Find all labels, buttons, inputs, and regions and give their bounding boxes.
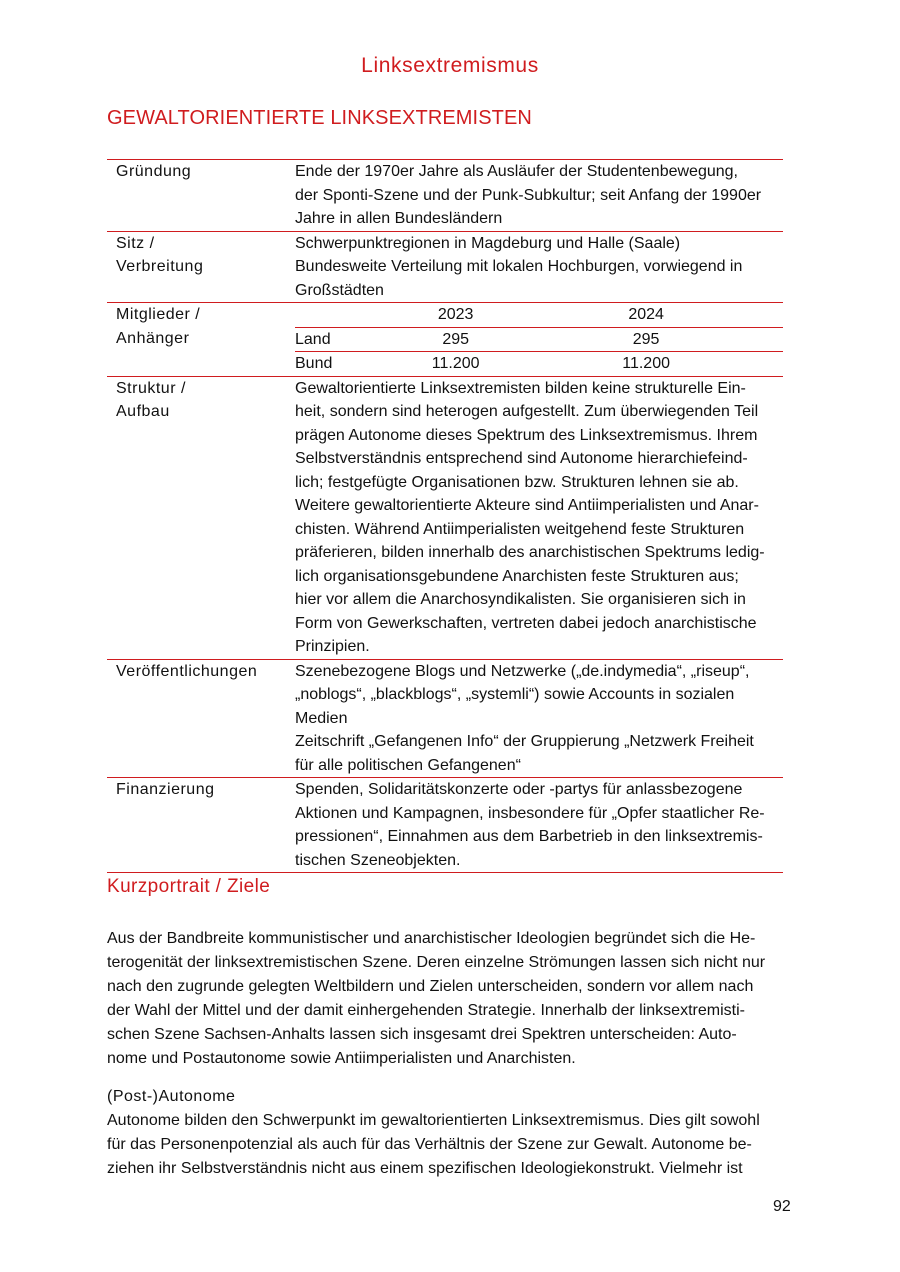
table-row-veroeffentlichungen <box>107 659 783 778</box>
row-value-sitz <box>295 231 783 303</box>
text-line: Schwerpunktregionen in Magdeburg und Halle (Saale) <box>295 234 681 252</box>
intro-paragraph <box>107 927 797 1071</box>
text-line: Weitere gewaltorientierte Akteure sind Antiimperialisten und Anar- <box>295 497 759 514</box>
running-title: Linksextremismus <box>361 54 539 77</box>
text-line: Selbstverständnis entsprechend sind Autonome hierarchiefeind- <box>295 450 748 467</box>
paragraph-line: nome und Postautonome sowie Antiimperialisten und Anarchisten. <box>107 1050 576 1067</box>
text-line: präferieren, bilden innerhalb des anarchistischen Spektrums ledig- <box>295 544 765 561</box>
label-line: Mitglieder / <box>116 306 201 323</box>
label-line: Verbreitung <box>116 258 204 275</box>
text-line: „noblogs“, „blackblogs“, „systemli“) sowie Accounts in sozialen <box>295 686 735 703</box>
label-line: Sitz / <box>116 234 155 252</box>
members-cell: 295 <box>632 330 660 348</box>
row-value-gruendung <box>295 160 783 232</box>
row-value-mitglieder <box>295 303 783 377</box>
paragraph-line: Autonome bilden den Schwerpunkt im gewaltorientierten Linksextremismus. Dies gilt sowohl <box>107 1112 760 1129</box>
text-line: pressionen“, Einnahmen aus dem Barbetrieb in den linksextremis- <box>295 828 763 845</box>
row-value-finanzierung <box>295 778 783 873</box>
paragraph-line: terogenität der linksextremistischen Szene. Deren einzelne Strömungen lassen sich nicht nur <box>107 954 766 971</box>
paragraph-line: für das Personenpotenzial als auch für das Verhältnis der Szene zur Gewalt. Autonome be- <box>107 1136 752 1153</box>
autonome-block <box>107 1085 797 1181</box>
text-line: hier vor allem die Anarchosyndikalisten. Sie organisieren sich in <box>295 591 746 608</box>
paragraph-line: schen Szene Sachsen-Anhalts lassen sich insgesamt drei Spektren unterscheiden: Auto- <box>107 1026 737 1043</box>
row-value-veroeffentlichungen <box>295 659 783 778</box>
table-row-sitz <box>107 231 783 303</box>
text-line: Gewaltorientierte Linksextremisten bilden keine strukturelle Ein- <box>295 379 746 397</box>
text-line: tischen Szeneobjekten. <box>295 851 461 869</box>
table-row-struktur <box>107 376 783 659</box>
members-header-cell: 2023 <box>437 306 474 323</box>
row-value-struktur <box>295 376 783 659</box>
members-header-row <box>295 303 783 327</box>
page-number: 92 <box>773 1198 791 1215</box>
text-line: heit, sondern sind heterogen aufgestellt. Zum überwiegenden Teil <box>295 403 759 420</box>
text-line: für alle politischen Gefangenen“ <box>295 756 521 774</box>
members-row-land <box>295 327 783 352</box>
table-row-gruendung <box>107 160 783 232</box>
members-table <box>295 303 783 376</box>
label-line: Aufbau <box>116 403 170 420</box>
row-label-sitz <box>107 231 295 303</box>
members-header-cell <box>295 303 402 327</box>
row-label-gruendung: Gründung <box>116 163 192 180</box>
section-title: GEWALTORIENTIERTE LINKSEXTREMISTEN <box>107 107 532 129</box>
row-label-finanzierung: Finanzierung <box>116 781 215 798</box>
text-line: der Sponti-Szene und der Punk-Subkultur; seit Anfang der 1990er <box>295 186 762 204</box>
paragraph-line: der Wahl der Mittel und der damit einhergehenden Strategie. Innerhalb der linksextremisti- <box>107 1002 745 1019</box>
table-row-finanzierung <box>107 778 783 873</box>
text-line: Szenebezogene Blogs und Netzwerke („de.indymedia“, „riseup“, <box>295 662 750 680</box>
label-line: Struktur / <box>116 379 186 397</box>
row-label-mitglieder <box>107 303 295 377</box>
members-cell: 11.200 <box>622 355 670 372</box>
text-line: Bundesweite Verteilung mit lokalen Hochburgen, vorwiegend in <box>295 258 743 275</box>
text-line: Großstädten <box>295 281 384 299</box>
members-row-bund <box>295 352 783 376</box>
text-line: Spenden, Solidaritätskonzerte oder -partys für anlassbezogene <box>295 781 743 798</box>
row-label-veroeffentlichungen: Veröffentlichungen <box>116 662 258 680</box>
table-row-mitglieder <box>107 303 783 377</box>
members-cell: Bund <box>295 355 333 372</box>
text-line: Medien <box>295 709 348 727</box>
members-cell: 295 <box>442 330 470 348</box>
paragraph-line: Aus der Bandbreite kommunistischer und anarchistischer Ideologien begründet sich die He- <box>107 930 756 947</box>
paragraph-line: nach den zugrunde gelegten Weltbildern und Zielen unterscheiden, sondern vor allem nach <box>107 978 754 995</box>
text-line: Zeitschrift „Gefangenen Info“ der Gruppierung „Netzwerk Freiheit <box>295 733 754 750</box>
kurzportrait-heading: Kurzportrait / Ziele <box>107 876 271 897</box>
members-cell: Land <box>295 330 331 348</box>
row-label-struktur <box>107 376 295 659</box>
text-line: Ende der 1970er Jahre als Ausläufer der Studentenbewegung, <box>295 163 738 180</box>
text-line: chisten. Während Antiimperialisten weitgehend feste Strukturen <box>295 520 745 538</box>
label-line: Anhänger <box>116 329 190 347</box>
text-line: Aktionen und Kampagnen, insbesondere für „Opfer staatlicher Re- <box>295 804 765 822</box>
text-line: Prinzipien. <box>295 638 370 655</box>
text-line: prägen Autonome dieses Spektrum des Linksextremismus. Ihrem <box>295 426 758 444</box>
profile-table <box>107 159 783 873</box>
autonome-subheading: (Post-)Autonome <box>107 1088 236 1105</box>
text-line: Form von Gewerkschaften, vertreten dabei jedoch anarchistische <box>295 614 757 632</box>
text-line: Jahre in allen Bundesländern <box>295 210 503 227</box>
text-line: lich; festgefügte Organisationen bzw. Strukturen lehnen sie ab. <box>295 473 739 491</box>
text-line: lich organisationsgebundene Anarchisten feste Strukturen aus; <box>295 567 739 585</box>
members-header-cell: 2024 <box>628 306 664 323</box>
members-cell: 11.200 <box>431 355 480 372</box>
paragraph-line: ziehen ihr Selbstverständnis nicht aus einem spezifischen Ideologiekonstrukt. Vielmehr ist <box>107 1160 743 1177</box>
